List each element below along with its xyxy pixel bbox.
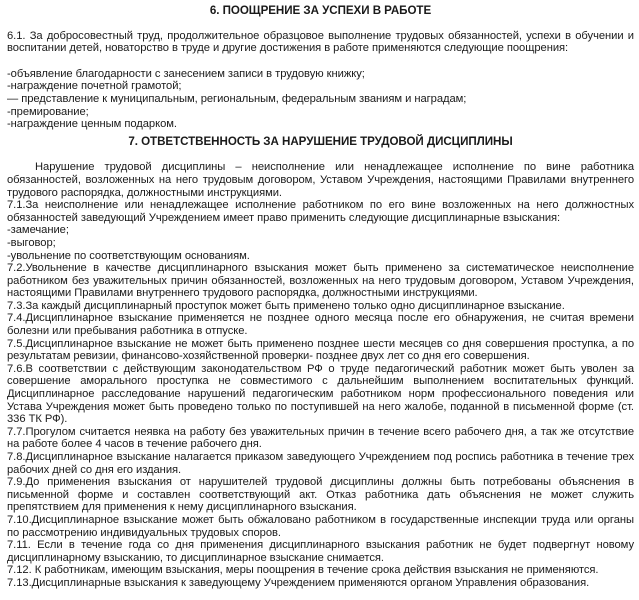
clause-7-5: 7.5.Дисциплинарное взыскание не может быть применено позднее шести месяцев со дня совершения проступка, а по результатам ревизии, финансово-хозяйственной проверки- позднее двух лет со дня его совершения. [7, 337, 634, 363]
section-7-intro: Нарушение трудовой дисциплины – неисполнение или ненадлежащее исполнение по вине работника обязанностей, возложенных на него трудовым договором, Уставом Учреждения, настоящими Правилами внутреннего трудового распорядка, должностными инструкциями. [7, 161, 634, 199]
reward-item: -награждение ценным подарком. [7, 118, 177, 131]
reward-item: -премирование; [7, 105, 89, 118]
penalties-list [7, 224, 634, 262]
clause-7-1: 7.1.За неисполнение или ненадлежащее исполнение работником по его вине возложенных на него должностных обязанностей заведующий Учреждением имеет право применить следующие дисциплинарные взыскания: [7, 199, 634, 224]
penalty-item: -замечание; [7, 224, 69, 237]
reward-item: -награждение почетной грамотой; [7, 80, 182, 93]
clause-7-9: 7.9.До применения взыскания от нарушителей трудовой дисциплины должны быть потребованы объяснения в письменной форме и составлен соответствующий акт. Отказ работника дать объяснения не может служить препятствием для применения к нему дисциплинарного взыскания. [7, 476, 634, 514]
clause-7-6: 7.6.В соответствии с действующим законодательством РФ о труде педагогический работник может быть уволен за совершение аморального проступка не совместимого с дальнейшим выполнением воспитательных функций. Дисциплинарное расследование нарушений педагогическим работником норм профессионального поведения или Устава Учреждения может быть проведено только по поступившей на него жалобе, поданной в письменной форме (ст. 336 ТК РФ). [7, 362, 634, 426]
clause-7-12: 7.12. К работникам, имеющим взыскания, меры поощрения в течение срока действия взыскания не применяются. [7, 564, 599, 577]
section-7-title: 7. ОТВЕТСТВЕННОСТЬ ЗА НАРУШЕНИЕ ТРУДОВОЙ ДИСЦИПЛИНЫ [128, 134, 513, 148]
reward-item: — представление к муниципальным, региональным, федеральным званиям и наградам; [7, 92, 467, 105]
clause-7-11: 7.11. Если в течение года со дня применения дисциплинарного взыскания работник не будет подвергнут новому дисциплинарному взысканию, то дисциплинарное взыскание снимается. [7, 539, 634, 564]
clause-7-4: 7.4.Дисциплинарное взыскание применяется не позднее одного месяца после его обнаружения, не считая времени болезни или пребывания работника в отпуске. [7, 312, 634, 338]
section-6-title: 6. ПООЩРЕНИЕ ЗА УСПЕХИ В РАБОТЕ [209, 4, 432, 17]
clause-7-2: 7.2.Увольнение в качестве дисциплинарного взыскания может быть применено за систематическое неисполнение работником без уважительных причин обязанностей, возложенных на него трудовым договором, Уставом Учреждения, настоящими Правилами внутреннего трудового распорядка, должностными инструкциями. [7, 262, 634, 300]
document-page [7, 2, 634, 590]
spacer [7, 55, 634, 68]
clause-7-13: 7.13.Дисциплинарные взыскания к заведующему Учреждением применяются органом Управления образования. [7, 576, 590, 589]
clause-7-8: 7.8.Дисциплинарное взыскание налагается приказом заведующего Учреждением под роспись работника в течение трех рабочих дней со дня его издания. [7, 451, 634, 476]
clause-7-7: 7.7.Прогулом считается неявка на работу без уважительных причин в течение всего рабочего дня, а так же отсутствие на работе более 4 часов в течение рабочего дня. [7, 425, 634, 451]
rewards-list [7, 68, 634, 131]
clause-6-1: 6.1. За добросовестный труд, продолжительное образцовое выполнение трудовых обязанностей, успехи в обучении и воспитании детей, новаторство в труде и другие достижения в работе применяются следующие поощрения: [7, 29, 634, 55]
clause-7-10: 7.10.Дисциплинарное взыскание может быть обжаловано работником в государственные инспекции труда или органы по рассмотрению индивидуальных трудовых споров. [7, 513, 634, 539]
reward-item: -объявление благодарности с занесением записи в трудовую книжку; [7, 67, 365, 80]
penalty-item: -выговор; [7, 236, 56, 249]
clause-7-3: 7.3.За каждый дисциплинарный проступок может быть применено только одно дисциплинарное взыскание. [7, 299, 565, 312]
penalty-item: -увольнение по соответствующим основаниям. [7, 249, 250, 262]
